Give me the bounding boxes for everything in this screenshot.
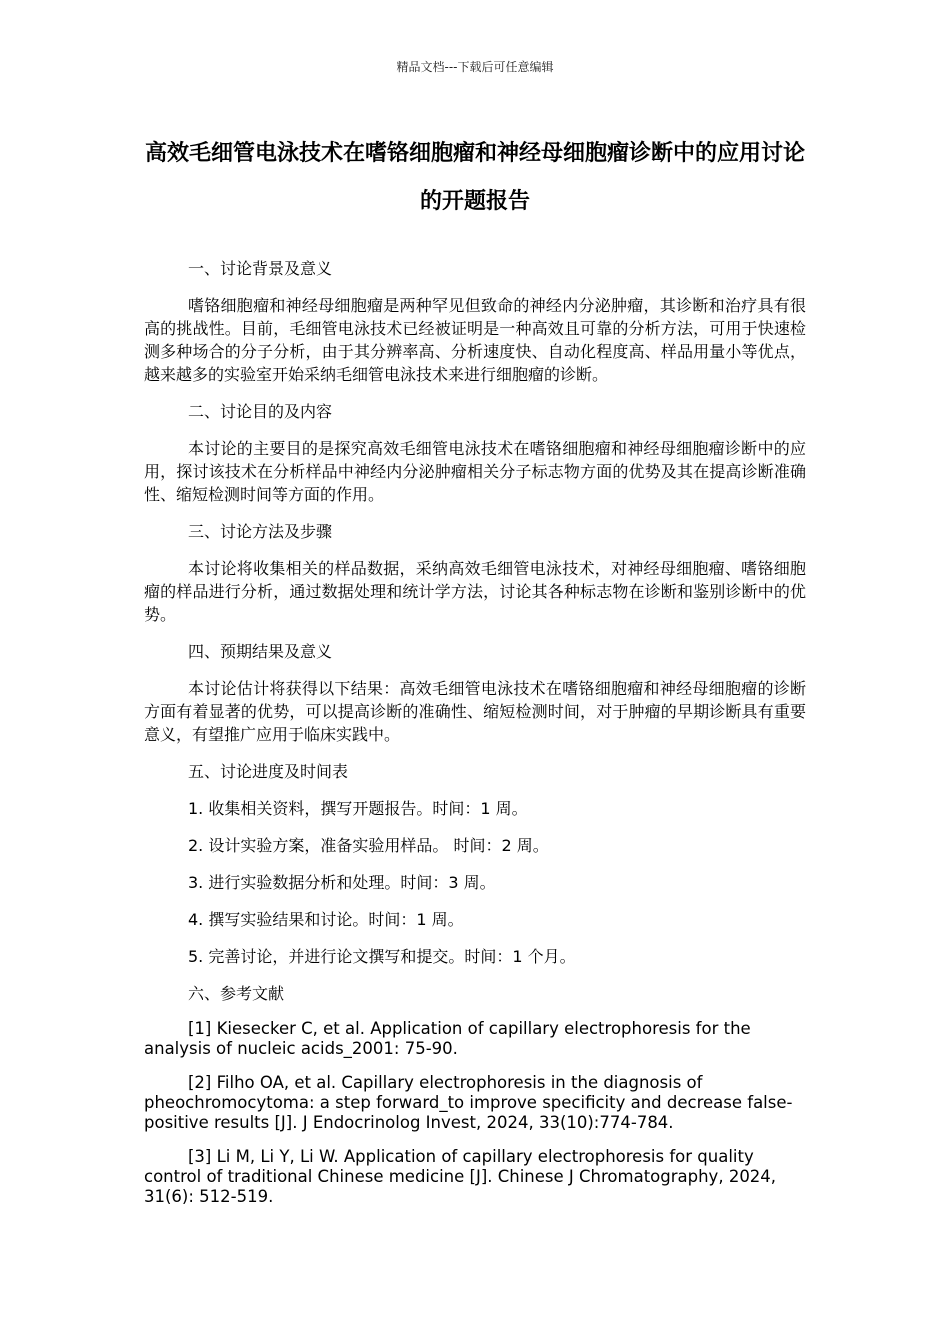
reference-item: [3] Li M, Li Y, Li W. Application of capillary electrophoresis for quality control of traditional Chinese medicine [J]. Chinese J Chromatography, 2024, 31(6): 512-519.	[144, 1147, 777, 1206]
schedule-item: 5. 完善讨论，并进行论文撰写和提交。时间：1 个月。	[188, 947, 576, 966]
paragraph-methods: 本讨论将收集相关的样品数据，采纳高效毛细管电泳技术，对神经母细胞瘤、嗜铬细胞瘤的样品进行分析，通过数据处理和统计学方法，讨论其各种标志物在诊断和鉴别诊断中的优势。	[144, 559, 806, 624]
section-heading-purpose: 二、讨论目的及内容	[188, 402, 333, 421]
header-note: 精品文档---下载后可任意编辑	[396, 60, 554, 74]
document-title: 高效毛细管电泳技术在嗜铬细胞瘤和神经母细胞瘤诊断中的应用讨论的开题报告	[145, 141, 806, 214]
section-heading-schedule: 五、讨论进度及时间表	[188, 762, 349, 781]
paragraph-background: 嗜铬细胞瘤和神经母细胞瘤是两种罕见但致命的神经内分泌肿瘤，其诊断和治疗具有很高的挑战性。目前，毛细管电泳技术已经被证明是一种高效且可靠的分析方法，可用于快速检测多种场合的分子分析，由于其分辨率高、分析速度快、自动化程度高、样品用量小等优点，越来越多的实验室开始采纳毛细管电泳技术来进行细胞瘤的诊断。	[144, 296, 806, 384]
section-heading-references: 六、参考文献	[188, 984, 285, 1003]
schedule-item: 4. 撰写实验结果和讨论。时间：1 周。	[188, 910, 464, 929]
schedule-item: 3. 进行实验数据分析和处理。时间：3 周。	[188, 873, 496, 892]
section-heading-methods: 三、讨论方法及步骤	[188, 522, 333, 541]
reference-item: [1] Kiesecker C, et al. Application of capillary electrophoresis for the analysis of nucleic acids_2001: 75-90.	[144, 1019, 751, 1058]
document-body	[144, 257, 806, 1221]
section-heading-expected-results: 四、预期结果及意义	[188, 642, 333, 661]
paragraph-purpose: 本讨论的主要目的是探究高效毛细管电泳技术在嗜铬细胞瘤和神经母细胞瘤诊断中的应用，探讨该技术在分析样品中神经内分泌肿瘤相关分子标志物方面的优势及其在提高诊断准确性、缩短检测时间等方面的作用。	[144, 439, 806, 504]
schedule-item: 1. 收集相关资料，撰写开题报告。时间：1 周。	[188, 799, 528, 818]
schedule-item: 2. 设计实验方案，准备实验用样品。 时间：2 周。	[188, 836, 549, 855]
section-heading-background: 一、讨论背景及意义	[188, 259, 333, 278]
paragraph-expected-results: 本讨论估计将获得以下结果：高效毛细管电泳技术在嗜铬细胞瘤和神经母细胞瘤的诊断方面有着显著的优势，可以提高诊断的准确性、缩短检测时间，对于肿瘤的早期诊断具有重要意义，有望推广应用于临床实践中。	[144, 679, 806, 744]
reference-item: [2] Filho OA, et al. Capillary electrophoresis in the diagnosis of pheochromocytoma: a step forward_to improve specificity and decrease false-positive results [J]. J Endocrinolog Invest, 2024, 33(10):774-784.	[144, 1073, 793, 1132]
